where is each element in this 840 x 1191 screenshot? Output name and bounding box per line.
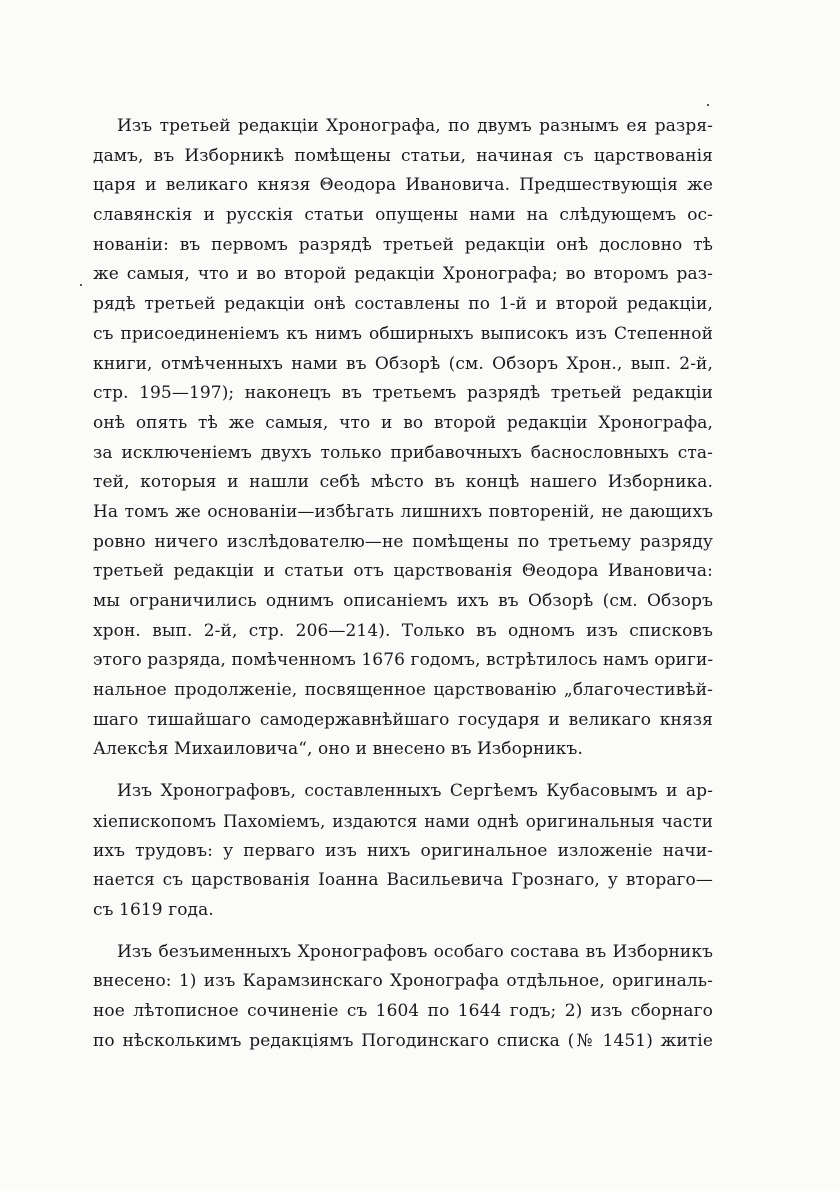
paragraph-1: [93, 112, 713, 765]
page-text: [93, 112, 713, 1056]
text-line: царя и великаго князя Θеодора Ивановича. Предшествующія же: [93, 175, 713, 196]
text-line: мы ограничились однимъ описаніемъ ихъ въ Обзорѣ (см. Обзоръ: [93, 591, 713, 611]
text-line: Изъ третьей редакціи Хронографа, по двумъ разнымъ ея разря-: [117, 116, 713, 136]
text-line: нальное продолженіе, посвященное царствованію „благочестивѣй-: [93, 680, 713, 701]
text-line: внесено: 1) изъ Карамзинскаго Хронографа отдѣльное, оригиналь-: [93, 971, 713, 992]
text-line: рядѣ третьей редакціи онѣ составлены по 1-й и второй редакціи,: [93, 294, 713, 315]
text-line: этого разряда, помѣченномъ 1676 годомъ, встрѣтилось намъ ориги-: [93, 650, 714, 671]
paragraph-3: [93, 938, 713, 1057]
text-line: тей, которыя и нашли себѣ мѣсто въ концѣ нашего Изборника.: [93, 472, 713, 493]
text-line: ное лѣтописное сочиненіе съ 1604 по 1644 годъ; 2) изъ сборнаго: [93, 1000, 713, 1021]
text-line: книги, отмѣченныхъ нами въ Обзорѣ (см. Обзоръ Хрон., вып. 2-й,: [93, 353, 713, 374]
text-line: славянскія и русскія статьи опущены нами на слѣдующемъ ос-: [93, 205, 713, 226]
text-line: нованіи: въ первомъ разрядѣ третьей редакціи онѣ дословно тѣ: [93, 234, 713, 255]
text-line: нается съ царствованія Іоанна Васильевича Грознаго, у втораго—: [93, 870, 713, 891]
text-line: шаго тишайшаго самодержавнѣйшаго государя и великаго князя: [93, 709, 713, 730]
text-line: ровно ничего изслѣдователю—не помѣщены по третьему разряду: [93, 531, 713, 552]
paragraph-2: [93, 777, 713, 925]
text-line: Изъ Хронографовъ, составленныхъ Сергѣемъ Кубасовымъ и ар-: [117, 781, 713, 802]
text-line: ихъ трудовъ: у перваго изъ нихъ оригинальное изложеніе начи-: [93, 840, 713, 861]
text-line: же самыя, что и во второй редакціи Хронографа; во второмъ раз-: [93, 264, 713, 285]
text-line: по нѣсколькимъ редакціямъ Погодинскаго списка (№ 1451) житіе: [93, 1030, 713, 1051]
text-line: съ 1619 года.: [93, 899, 214, 920]
text-line: хіепископомъ Пахоміемъ, издаются нами однѣ оригинальныя части: [93, 810, 713, 831]
text-line: дамъ, въ Изборникѣ помѣщены статьи, начиная съ царствованія: [93, 145, 713, 166]
text-line: стр. 195—197); наконецъ въ третьемъ разрядѣ третьей редакціи: [93, 383, 713, 404]
text-line: съ присоединеніемъ къ нимъ обширныхъ выписокъ изъ Степенной: [93, 323, 713, 344]
text-line: Алексѣя Михаиловича“, оно и внесено въ Изборникъ.: [93, 739, 583, 760]
text-line: онѣ опять тѣ же самыя, что и во второй редакціи Хронографа,: [93, 412, 713, 433]
text-line: Изъ безъименныхъ Хронографовъ особаго состава въ Изборникъ: [117, 941, 713, 962]
text-line: за исключеніемъ двухъ только прибавочныхъ баснословныхъ ста-: [93, 442, 713, 463]
text-line: На томъ же основаніи—избѣгать лишнихъ повтореній, не дающихъ: [93, 501, 713, 522]
print-speck: [707, 104, 709, 106]
text-line: третьей редакціи и статьи отъ царствованія Θеодора Ивановича:: [93, 561, 713, 582]
print-speck: [80, 284, 82, 286]
text-line: хрон. вып. 2-й, стр. 206—214). Только въ одномъ изъ списковъ: [93, 620, 713, 641]
